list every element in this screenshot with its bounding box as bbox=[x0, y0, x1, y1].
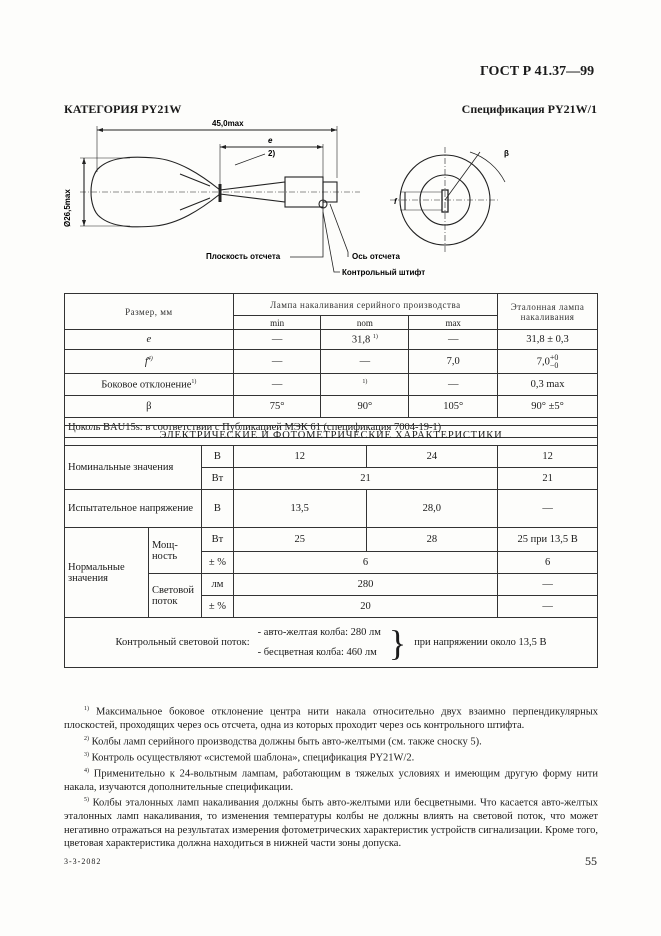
sub-nom: nom bbox=[321, 316, 409, 330]
max-value: 7,0 bbox=[409, 350, 498, 374]
footnote-2: $^{2)}$ Колбы ламп серийного производства должны быть авто-желтыми (см. также сноску 5). bbox=[84, 735, 482, 747]
ref-value: 31,8 ± 0,3 bbox=[498, 330, 598, 350]
control-pin-label: Контрольный штифт bbox=[342, 268, 426, 277]
max-value: 105° bbox=[409, 396, 498, 418]
at-voltage: при напряжении около 13,5 В bbox=[414, 637, 547, 648]
min-value: — bbox=[233, 374, 321, 396]
footnote-3: $^{3)}$ Контроль осуществляют «системой шаблона», спецификация PY21W/2. bbox=[84, 751, 415, 763]
table-row bbox=[65, 374, 598, 396]
dim-length-label: 45,0max bbox=[212, 119, 244, 128]
characteristics-title: ЭЛЕКТРИЧЕСКИЕ И ФОТОМЕТРИЧЕСКИЕ ХАРАКТЕРИСТИКИ bbox=[65, 426, 598, 446]
flux-label: Световой поток bbox=[148, 574, 201, 618]
min-value: 75° bbox=[233, 396, 321, 418]
ref-value: 90° ±5° bbox=[498, 396, 598, 418]
col-serial: Лампа накаливания серийного производства bbox=[233, 294, 497, 316]
nom-value: 1) bbox=[321, 374, 409, 396]
f-label: f bbox=[394, 197, 397, 206]
ref-axis-label: Ось отсчета bbox=[352, 252, 400, 261]
amber-flux: - авто-желтая колба: 280 лм bbox=[257, 626, 381, 638]
ref-plane-label: Плоскость отсчета bbox=[206, 252, 281, 261]
cap-note: Цоколь BAU15s: в соответствии с Публикацией МЭК 61 (спецификация 7004-19-1) bbox=[65, 418, 598, 438]
standard-number: ГОСТ Р 41.37—99 bbox=[480, 64, 595, 79]
dimensions-table bbox=[64, 293, 598, 438]
category-title: КАТЕГОРИЯ PY21W bbox=[64, 102, 182, 116]
param-name: e bbox=[65, 330, 234, 350]
footnotes bbox=[64, 703, 598, 851]
nom-value: 31,8 $^{1)}$ bbox=[321, 330, 409, 350]
footnote-1: $^{1)}$ Максимальное боковое отклонение центра нити накала относительно двух взаимно перпендикулярных плоскостей, проходящих через ось отсчета, одна из которых проходит через ось контрольного штифта. bbox=[64, 706, 599, 731]
characteristics-table: ЭЛЕКТРИЧЕСКИЕ И ФОТОМЕТРИЧЕСКИЕ ХАРАКТЕРИСТИКИ Номинальные значения В 12 24 12 Вт 21 21 Испытательное напряжение В 13,5 28,0 — Нормальные значения Мощ-ность Вт 25 28 25 при 13,5 В ± % 6 6 Световой поток лм 280 — ± % 20 — Контрольный световой поток: - авто-желтая колба: 280 лм - бесцветная колба: 460 лм } при напряжении около 13,5 В bbox=[64, 425, 598, 668]
table-row bbox=[65, 350, 598, 374]
min-value: — bbox=[233, 350, 321, 374]
normal-label: Нормальные значения bbox=[65, 528, 149, 618]
beta-label: β bbox=[504, 149, 509, 158]
max-value: — bbox=[409, 330, 498, 350]
param-name: $f^{4)}$ bbox=[65, 350, 234, 374]
colourless-flux: - бесцветная колба: 460 лм bbox=[257, 646, 377, 658]
print-code: 3-3-2082 bbox=[64, 857, 102, 866]
max-value: — bbox=[409, 374, 498, 396]
power-label: Мощ-ность bbox=[148, 528, 201, 574]
unit-w: Вт bbox=[201, 468, 233, 490]
sub-max: max bbox=[409, 316, 498, 330]
table-row bbox=[65, 330, 598, 350]
param-name: β bbox=[65, 396, 234, 418]
min-value: — bbox=[233, 330, 321, 350]
dim-e-label: e bbox=[268, 136, 273, 145]
ref-value: 0,3 max bbox=[498, 374, 598, 396]
nom-value: 90° bbox=[321, 396, 409, 418]
dim-diameter-label: Ø26,5max bbox=[63, 189, 72, 227]
page-number: 55 bbox=[585, 854, 597, 868]
specification-title: Спецификация PY21W/1 bbox=[461, 102, 597, 116]
ref-value: 7,0+0 −0 bbox=[498, 350, 598, 374]
param-name: Боковое отклонение$^{1)}$ bbox=[65, 374, 234, 396]
table-row bbox=[65, 396, 598, 418]
nominal-label: Номинальные значения bbox=[65, 446, 202, 490]
control-flux-label: Контрольный световой поток: bbox=[115, 637, 250, 648]
footnote-4: $^{4)}$ Применительно к 24-вольтным лампам, работающим в тяжелых условиях и имеющим другую форму нити накала, изучаются дополнительные спецификации. bbox=[64, 767, 599, 793]
sub-min: min bbox=[233, 316, 321, 330]
unit-v: В bbox=[201, 446, 233, 468]
control-flux-cell: Контрольный световой поток: - авто-желтая колба: 280 лм - бесцветная колба: 460 лм } при напряжении около 13,5 В bbox=[65, 618, 598, 668]
lamp-drawing bbox=[60, 112, 530, 282]
col-reference: Эталонная лампа накаливания bbox=[498, 294, 598, 330]
col-size: Размер, мм bbox=[65, 294, 234, 330]
footnote-5: $^{5)}$ Колбы эталонных ламп накаливания должны быть авто-желтыми или бесцветными. Что касается авто-желтых эталонных ламп накаливания, то изменения температуры колбы не должны влиять на световой поток, что может негативно отражаться на результатах измерения фотометрических характеристик устройств сигнализации. Кроме того, цветовая характеристика должна находиться в нижней части зоны допуска. bbox=[64, 797, 599, 849]
test-voltage-label: Испытательное напряжение bbox=[65, 490, 202, 528]
nom-value: — bbox=[321, 350, 409, 374]
footnote-2-label: 2) bbox=[268, 149, 276, 158]
